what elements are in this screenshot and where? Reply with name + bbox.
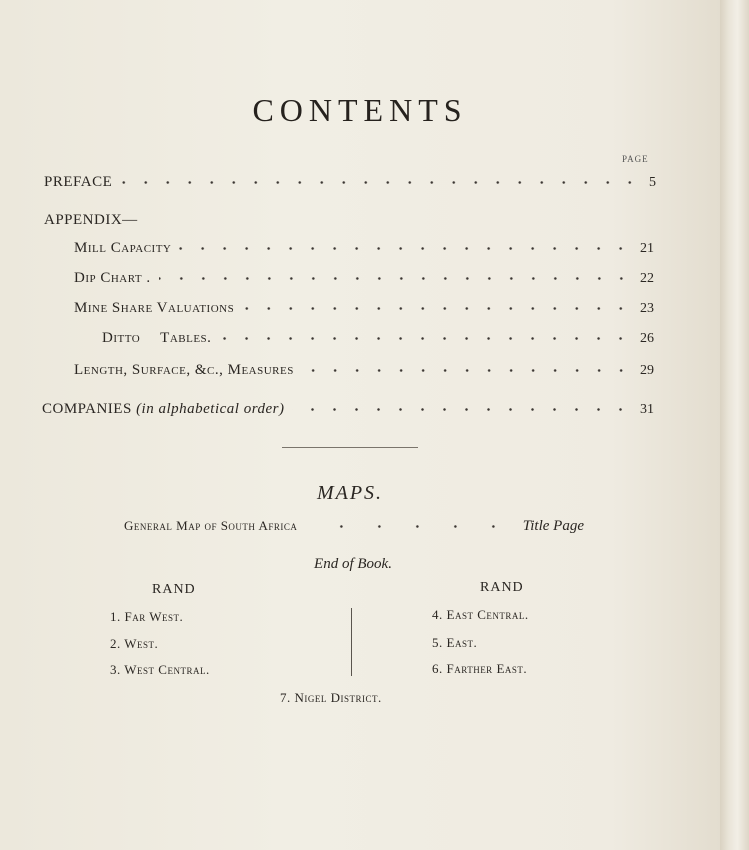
leader-dots: [219, 337, 632, 340]
contents-title: CONTENTS: [252, 92, 468, 128]
companies-note: (in alphabetical order): [136, 401, 285, 417]
toc-entry-label: [42, 401, 284, 418]
map-item-far-west: 1. Far West.: [110, 609, 184, 624]
toc-entry-appendix: [44, 212, 138, 229]
map-item-east: 5. East.: [432, 635, 478, 650]
toc-entry-ditto-tables: [102, 330, 654, 347]
maps-title: MAPS.: [316, 482, 384, 504]
toc-entry-label: Mill Capacity: [74, 240, 172, 256]
toc-entry-page: 26: [640, 331, 654, 346]
leader-dots: [179, 247, 632, 250]
toc-entry-label: PREFACE: [44, 174, 113, 190]
leader-dots: [159, 277, 632, 280]
toc-entry-dip-chart: [74, 270, 654, 287]
toc-entry-page: 29: [640, 363, 654, 378]
toc-entry-page: 31: [640, 402, 654, 417]
leader-dots: [242, 307, 632, 310]
toc-entry-label: Mine Share Valuations: [74, 300, 235, 316]
toc-entry-page: 22: [640, 271, 654, 286]
companies-label: COMPANIES: [42, 401, 132, 417]
page-edge: [720, 0, 749, 850]
page-column-header: PAGE: [622, 154, 649, 164]
map-item-east-central: 4. East Central.: [432, 607, 529, 622]
toc-entry-page: 21: [640, 241, 654, 256]
toc-entry-page: 5: [649, 175, 656, 190]
toc-entry-mill-capacity: [74, 240, 654, 257]
column-divider: [351, 608, 352, 676]
leader-dots: [307, 525, 512, 528]
toc-entry-companies: [42, 401, 654, 418]
general-map-entry: [124, 518, 584, 535]
toc-entry-measures: [74, 362, 654, 379]
toc-entry-mine-share-valuations: [74, 300, 654, 317]
leader-dots: [302, 369, 632, 372]
map-item-west-central: 3. West Central.: [110, 662, 210, 677]
toc-entry-label: APPENDIX—: [44, 212, 138, 228]
toc-entry-label: Length, Surface, &c., Measures: [74, 362, 294, 378]
map-item-west: 2. West.: [110, 636, 159, 651]
toc-entry-label: Dip Chart .: [74, 270, 151, 286]
general-map-label: General Map of South Africa: [124, 518, 298, 533]
general-map-location: Title Page: [522, 518, 584, 534]
toc-entry-preface: [44, 174, 656, 191]
map-item-farther-east: 6. Farther East.: [432, 661, 528, 676]
rand-heading-right: RAND: [480, 580, 524, 595]
leader-dots: [292, 408, 632, 411]
toc-entry-page: 23: [640, 301, 654, 316]
map-item-nigel-district: 7. Nigel District.: [280, 690, 382, 705]
section-divider: [282, 447, 418, 448]
leader-dots: [120, 181, 641, 184]
rand-heading-left: RAND: [152, 582, 196, 597]
toc-entry-label: Ditto Tables.: [102, 330, 212, 346]
end-of-book-heading: End of Book.: [314, 556, 392, 572]
